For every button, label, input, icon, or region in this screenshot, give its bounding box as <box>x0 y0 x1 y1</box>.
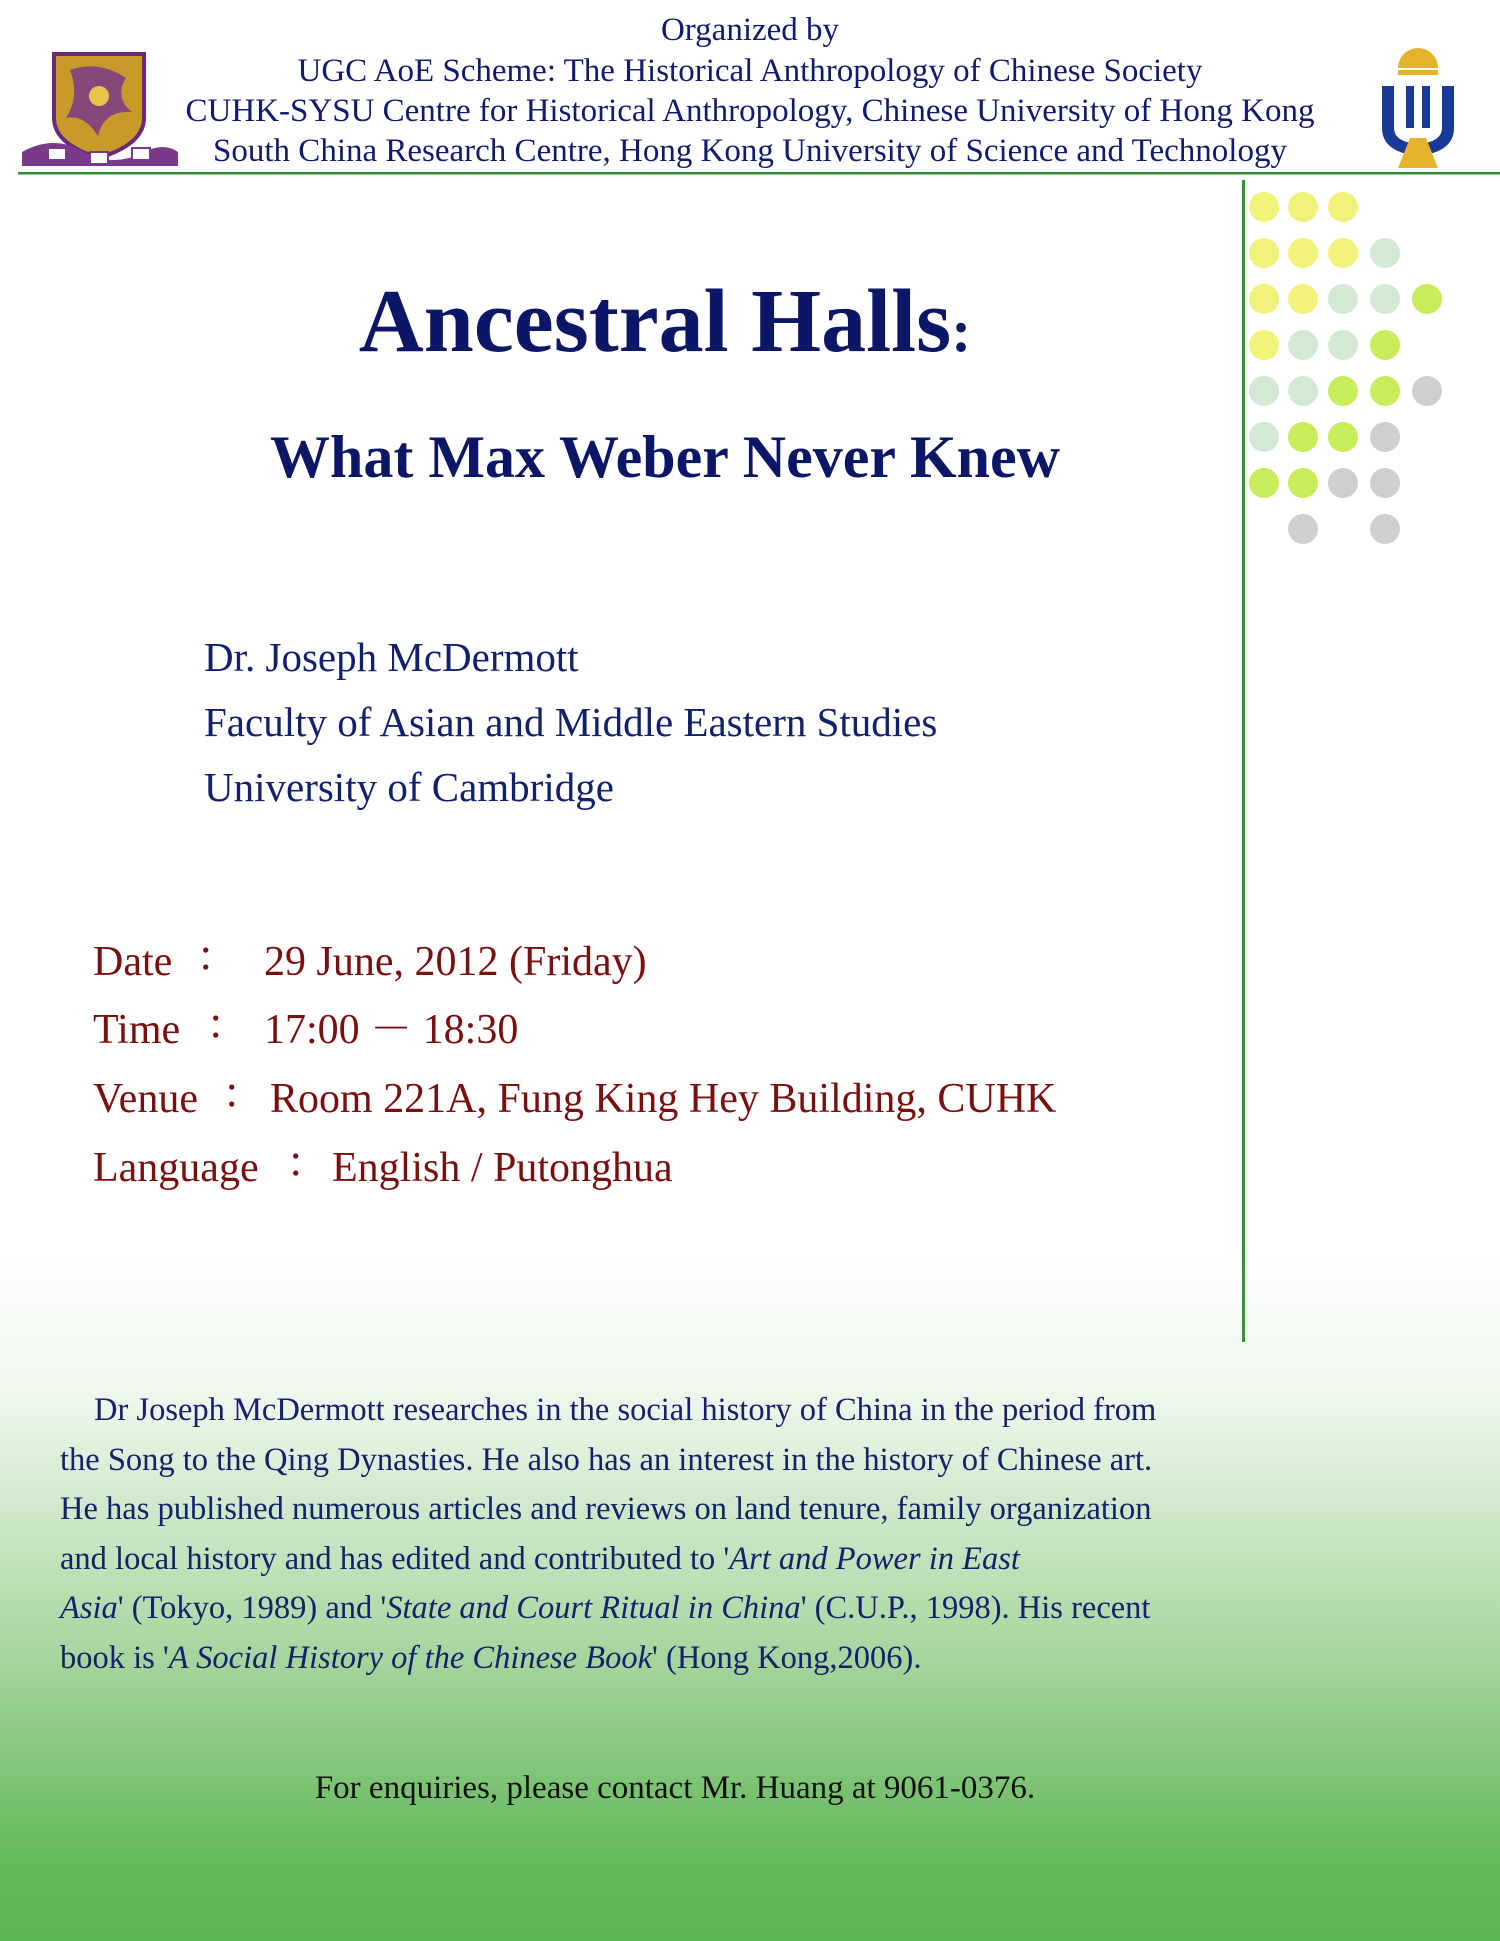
organizer-line-1: UGC AoE Scheme: The Historical Anthropology of Chinese Society <box>297 53 1203 89</box>
time-separator: ： <box>206 1003 249 1049</box>
time-label: Time <box>93 1007 181 1053</box>
bio-line-1: Dr Joseph McDermott researches in the social history of China in the period from <box>94 1392 1157 1428</box>
language-label: Language <box>93 1145 259 1191</box>
date-value: 29 June, 2012 (Friday) <box>264 939 647 985</box>
language-value: English / Putonghua <box>332 1145 673 1191</box>
venue-value: Room 221A, Fung King Hey Building, CUHK <box>270 1076 1057 1122</box>
hkust-logo-icon <box>1376 28 1460 170</box>
organizer-line-3: South China Research Centre, Hong Kong University of Science and Technology <box>213 133 1287 169</box>
event-title <box>0 272 1330 381</box>
speaker-faculty: Faculty of Asian and Middle Eastern Studies <box>204 699 938 745</box>
book-title: Art and Power in East <box>729 1540 1020 1577</box>
bio-text: ' (C.U.P., 1998). His recent <box>800 1590 1151 1626</box>
venue-separator: ： <box>222 1072 265 1118</box>
bio-line-5 <box>60 1584 1240 1634</box>
language-separator: ： <box>286 1141 329 1187</box>
header-divider <box>18 172 1500 175</box>
enquiry-contact: For enquiries, please contact Mr. Huang at 9061-0376. <box>314 1770 1036 1806</box>
book-title: State and Court Ritual in China <box>386 1590 801 1626</box>
event-title-colon: : <box>951 298 972 364</box>
organizer-line-2: CUHK-SYSU Centre for Historical Anthropology, Chinese University of Hong Kong <box>185 93 1315 129</box>
speaker-bio <box>60 1386 1240 1683</box>
bio-text: book is ' <box>60 1639 169 1676</box>
event-title-text: Ancestral Halls <box>358 272 952 371</box>
date-separator: ： <box>196 935 239 981</box>
bio-text: and local history and has edited and contributed to ' <box>60 1540 730 1577</box>
speaker-name: Dr. Joseph McDermott <box>204 634 579 680</box>
bio-line-4 <box>60 1535 1240 1585</box>
bio-line-6 <box>60 1634 1240 1684</box>
book-title: A Social History of the Chinese Book <box>168 1639 653 1676</box>
venue-label: Venue <box>93 1076 198 1122</box>
book-title: Asia <box>60 1590 118 1626</box>
time-value: 17:00 － 18:30 <box>264 1007 519 1053</box>
bio-line-2: the Song to the Qing Dynasties. He also has an interest in the history of Chinese art. <box>60 1441 1153 1478</box>
organized-by-label: Organized by <box>660 12 840 48</box>
bio-text: ' (Tokyo, 1989) and ' <box>117 1590 387 1626</box>
date-label: Date <box>93 939 173 985</box>
bio-line-3: He has published numerous articles and reviews on land tenure, family organization <box>60 1491 1152 1527</box>
speaker-university: University of Cambridge <box>204 764 614 810</box>
bio-text: ' (Hong Kong,2006). <box>652 1639 922 1676</box>
event-subtitle: What Max Weber Never Knew <box>270 424 1060 490</box>
